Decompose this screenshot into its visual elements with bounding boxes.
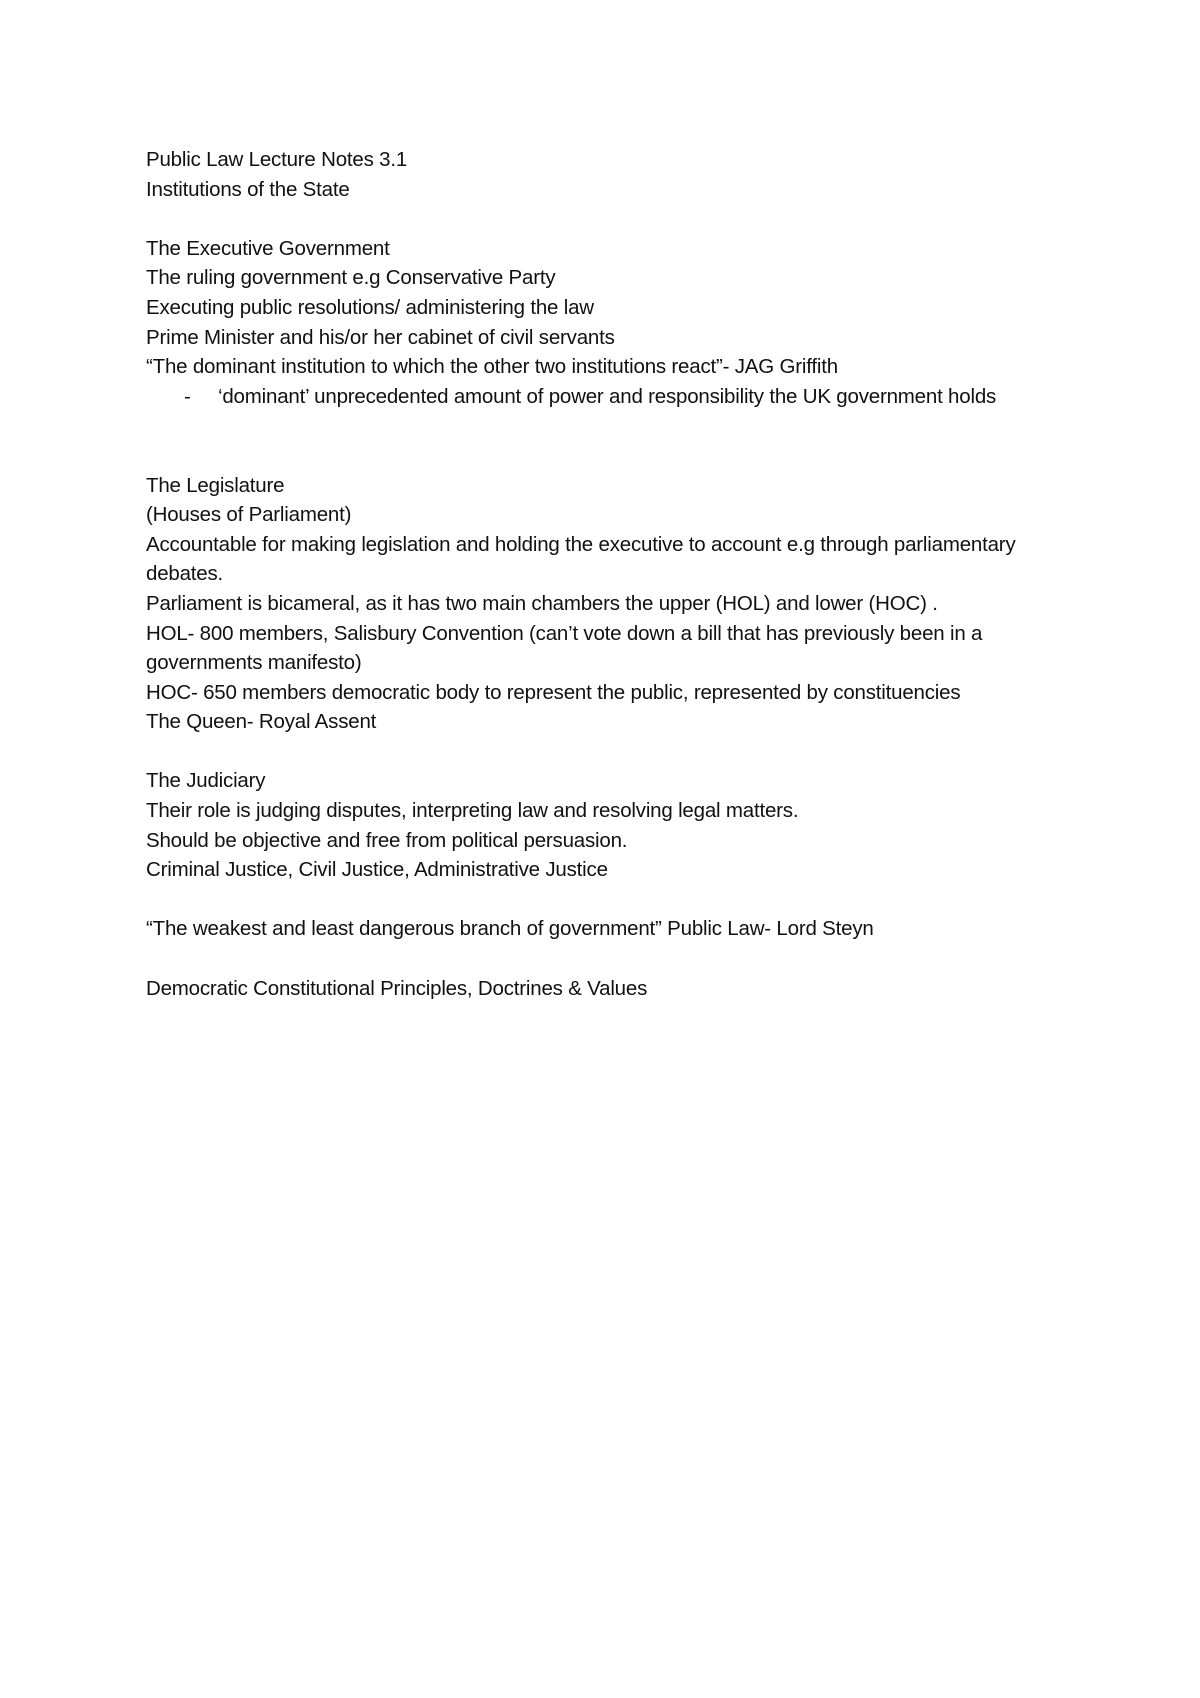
judiciary-line: Criminal Justice, Civil Justice, Administrative Justice: [146, 858, 608, 882]
document-subtitle: Institutions of the State: [146, 177, 350, 201]
legislature-line: Parliament is bicameral, as it has two main chambers the upper (HOL) and lower (HOC) .: [146, 591, 938, 615]
closing-heading: Democratic Constitutional Principles, Doctrines & Values: [146, 976, 648, 1000]
judiciary-line: Should be objective and free from political persuasion.: [146, 828, 628, 852]
document-body: [146, 145, 1066, 1003]
executive-heading: The Executive Government: [146, 236, 390, 260]
blank-line: [146, 204, 1066, 234]
executive-line: Prime Minister and his/or her cabinet of civil servants: [146, 325, 615, 349]
steyn-quote: “The weakest and least dangerous branch of government” Public Law- Lord Steyn: [146, 917, 874, 941]
blank-line: [146, 411, 1066, 470]
legislature-line: Accountable for making legislation and holding the executive to account e.g through parliamentary debates.: [146, 532, 1016, 586]
executive-line: The ruling government e.g Conservative Party: [146, 266, 556, 290]
bullet-marker: -: [184, 384, 191, 408]
blank-line: [146, 737, 1066, 767]
legislature-heading: The Legislature: [146, 473, 285, 497]
judiciary-heading: The Judiciary: [146, 769, 266, 793]
executive-line: “The dominant institution to which the other two institutions react”- JAG Griffith: [146, 355, 838, 379]
legislature-line: HOC- 650 members democratic body to represent the public, represented by constituencies: [146, 680, 961, 704]
legislature-subheading: (Houses of Parliament): [146, 503, 352, 527]
executive-line: Executing public resolutions/ administering the law: [146, 295, 594, 319]
legislature-line: The Queen- Royal Assent: [146, 710, 377, 734]
executive-bullet: [146, 382, 1066, 412]
blank-line: [146, 944, 1066, 974]
blank-line: [146, 885, 1066, 915]
document-title: Public Law Lecture Notes 3.1: [146, 148, 408, 171]
legislature-line: HOL- 800 members, Salisbury Convention (can’t vote down a bill that has previously been in a governments manifesto): [146, 621, 983, 675]
bullet-text: ‘dominant’ unprecedented amount of power and responsibility the UK government holds: [218, 384, 997, 408]
judiciary-line: Their role is judging disputes, interpreting law and resolving legal matters.: [146, 799, 799, 823]
